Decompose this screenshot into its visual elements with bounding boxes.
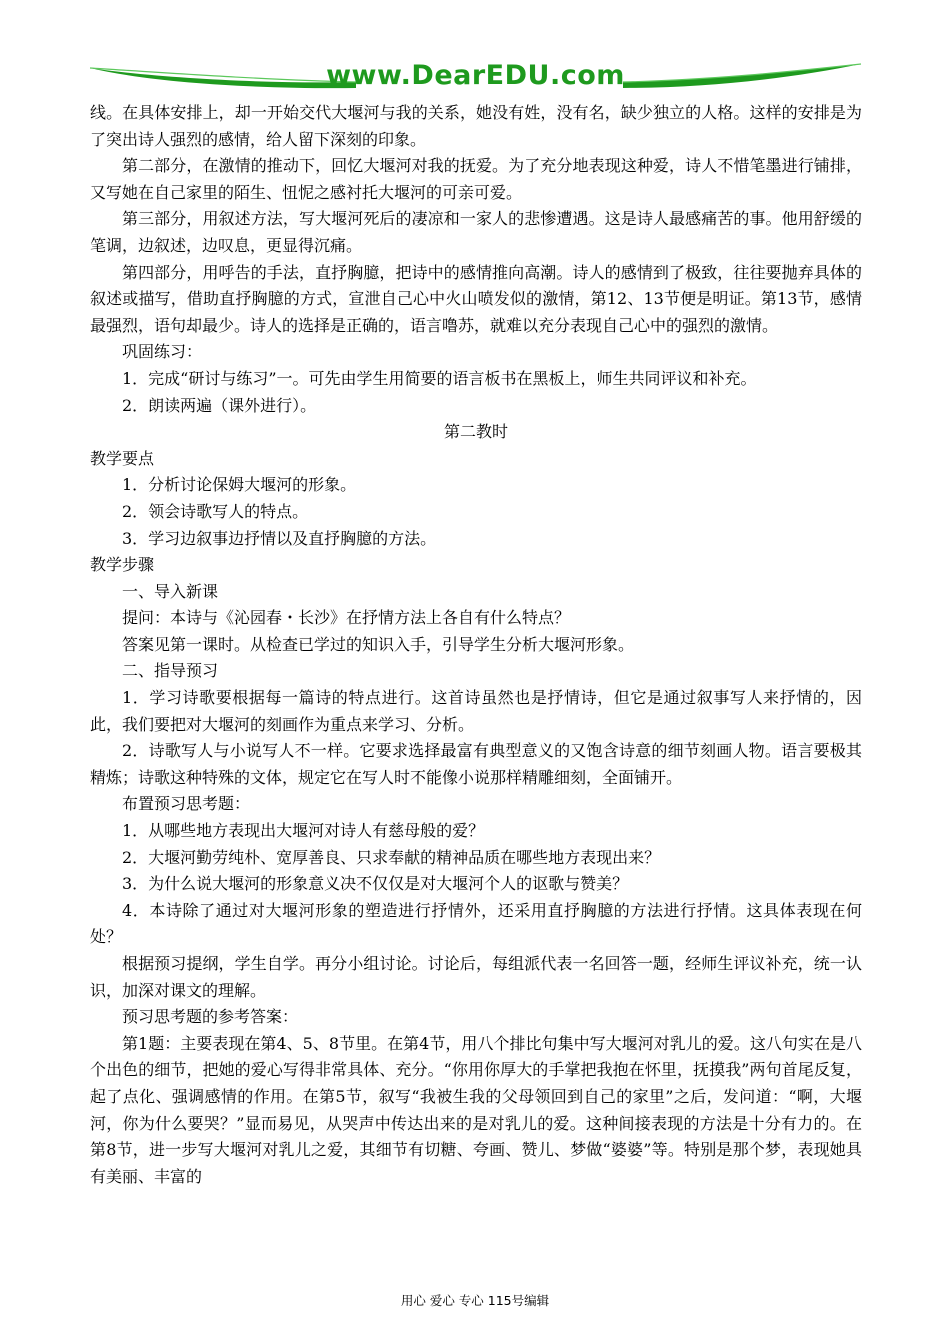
list-item: 1．从哪些地方表现出大堰河对诗人有慈母般的爱？	[122, 821, 485, 841]
page-header	[88, 58, 863, 96]
paragraph: 布置预习思考题：	[122, 794, 251, 814]
paragraph: 根据预习提纲，学生自学。再分小组讨论。讨论后，每组派代表一名回答一题，经师生评议补充，统一认识，加深对课文的理解。	[90, 954, 862, 1000]
site-logo[interactable]: www.DearEDU.com	[326, 60, 625, 91]
list-item: 2．领会诗歌写人的特点。	[122, 501, 309, 521]
paragraph: 答案见第一课时。从检查已学过的知识入手，引导学生分析大堰河形象。	[122, 634, 635, 654]
paragraph: 提问：本诗与《沁园春・长沙》在抒情方法上各自有什么特点？	[122, 608, 571, 628]
paragraph: 巩固练习：	[122, 342, 203, 362]
paragraph: 第二部分，在激情的推动下，回忆大堰河对我的抚爱。为了充分地表现这种爱，诗人不惜笔墨进行铺排，又写她在自己家里的陌生、忸怩之感衬托大堰河的可亲可爱。	[90, 156, 862, 202]
list-item: 1．完成“研讨与练习”一。可先由学生用简要的语言板书在黑板上，师生共同评议和补充。	[122, 368, 757, 388]
section-heading: 第二教时	[443, 422, 508, 442]
subsection-heading: 教学步骤	[90, 555, 155, 575]
paragraph: 第四部分，用呼告的手法，直抒胸臆，把诗中的感情推向高潮。诗人的感情到了极致，往往要抛弃具体的叙述或描写，借助直抒胸臆的方式，宣泄自己心中火山喷发似的激情，第12、13节便是明证。第13节，感情最强烈，语句却最少。诗人的选择是正确的，语言噜苏，就难以充分表现自己心中的强烈的激情。	[90, 262, 862, 335]
list-item: 1．学习诗歌要根据每一篇诗的特点进行。这首诗虽然也是抒情诗，但它是通过叙事写人来抒情的，因此，我们要把对大堰河的刻画作为重点来学习、分析。	[90, 688, 862, 734]
list-item: 1．分析讨论保姆大堰河的形象。	[122, 475, 357, 495]
list-item: 2．大堰河勤劳纯朴、宽厚善良、只求奉献的精神品质在哪些地方表现出来？	[122, 847, 661, 867]
paragraph: 第三部分，用叙述方法，写大堰河死后的凄凉和一家人的悲惨遭遇。这是诗人最感痛苦的事。他用舒缓的笔调，边叙述，边叹息，更显得沉痛。	[90, 209, 862, 255]
list-item: 2．诗歌写人与小说写人不一样。它要求选择最富有典型意义的又饱含诗意的细节刻画人物。语言要极其精炼；诗歌这种特殊的文体，规定它在写人时不能像小说那样精雕细刻，全面铺开。	[90, 741, 862, 787]
paragraph: 线。在具体安排上，却一开始交代大堰河与我的关系，她没有姓，没有名，缺少独立的人格。这样的安排是为了突出诗人强烈的感情，给人留下深刻的印象。	[90, 103, 862, 149]
paragraph: 预习思考题的参考答案：	[122, 1007, 299, 1027]
page-footer: 用心 爱心 专心 115号编辑	[400, 1293, 550, 1308]
subsection-heading: 教学要点	[90, 448, 155, 468]
list-item: 3．为什么说大堰河的形象意义决不仅仅是对大堰河个人的讴歌与赞美？	[122, 874, 629, 894]
paragraph: 第1题：主要表现在第4、5、8节里。在第4节，用八个排比句集中写大堰河对乳儿的爱。这八句实在是八个出色的细节，把她的爱心写得非常具体、充分。“你用你厚大的手掌把我抱在怀里，抚摸我”两句首尾反复，起了点化、强调感情的作用。在第5节，叙写“我被生我的父母领回到自己的家里”之后，发问道：“啊，大堰河，你为什么要哭？”显而易见，从哭声中传达出来的是对乳儿的爱。这种间接表现的方法是十分有力的。在第8节，进一步写大堰河对乳儿之爱，其细节有切糖、夸画、赞儿、梦做“婆婆”等。特别是那个梦，表现她具有美丽、丰富的	[90, 1033, 862, 1186]
list-item: 2．朗读两遍（课外进行）。	[122, 395, 317, 415]
step-heading: 二、指导预习	[122, 661, 219, 681]
step-heading: 一、导入新课	[122, 581, 219, 601]
list-item: 3．学习边叙事边抒情以及直抒胸臆的方法。	[122, 528, 437, 548]
document-body	[90, 100, 862, 1190]
list-item: 4．本诗除了通过对大堰河形象的塑造进行抒情外，还采用直抒胸臆的方法进行抒情。这具体表现在何处？	[90, 900, 862, 947]
